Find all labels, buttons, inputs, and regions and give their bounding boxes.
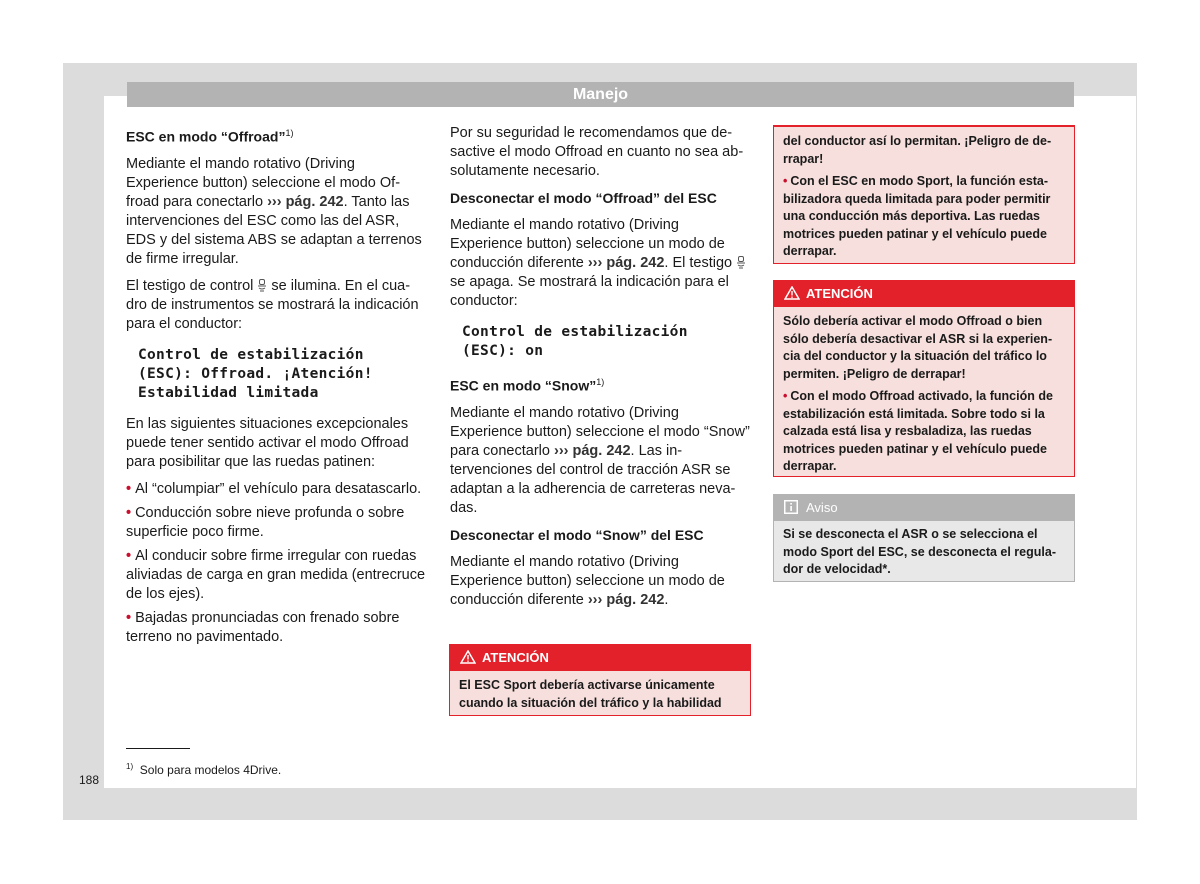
paragraph: El testigo de control se ilumina. En el cuadro de instrumentos se mostrará la indicación para el conductor: <box>126 277 419 332</box>
esc-warning-lamp-icon <box>257 279 267 292</box>
warning-header: ATENCIÓN <box>774 281 1074 307</box>
column-2 <box>450 124 750 618</box>
section-header: Manejo <box>127 82 1074 107</box>
paragraph: Mediante el mando rotativo (Driving Experience button) seleccione un modo de conducción diferente ››› pág. 242. <box>450 553 725 608</box>
page-number: 188 <box>79 773 100 787</box>
page-link[interactable]: ››› pág. 242 <box>587 255 665 271</box>
display-message-offroad: Control de estabilización (ESC): Offroad. ¡Atención! Estabilidad limitada <box>138 346 373 401</box>
warning-box-offroad <box>773 280 1075 477</box>
warning-paragraph: del conductor así lo permitan. ¡Peligro de derrapar! <box>783 134 1052 166</box>
info-icon <box>784 500 798 514</box>
note-header: Aviso <box>774 495 1074 521</box>
warning-body: El ESC Sport debería activarse únicamente cuando la situación del tráfico y la habilidad <box>459 678 722 710</box>
esc-warning-lamp-icon <box>736 256 746 269</box>
list-item: • Al “columpiar” el vehículo para desatascarlo. <box>126 480 422 497</box>
paragraph: Mediante el mando rotativo (Driving Experience button) seleccione un modo de conducción diferente ››› pág. 242. El testigo se apaga. Se mostrará la indicación para el conductor: <box>450 216 750 311</box>
page-link[interactable]: ››› pág. 242 <box>553 442 631 459</box>
note-body: Si se desconecta el ASR o se selecciona el modo Sport del ESC, se desconecta el regulador de velocidad*. <box>783 527 1056 576</box>
paragraph: Por su seguridad le recomendamos que desactive el modo Offroad en cuanto no sea absolutamente necesario. <box>450 125 744 179</box>
warning-box-esc-sport <box>449 644 751 716</box>
list-item: • Al conducir sobre firme irregular con ruedas aliviadas de carga en gran medida (entrecruce de los ejes). <box>126 547 426 602</box>
warning-header: ATENCIÓN <box>450 645 750 671</box>
page-link[interactable]: ››› pág. 242 <box>587 591 665 608</box>
heading-disconnect-snow: Desconectar el modo “Snow” del ESC <box>450 526 704 543</box>
list-item: • Conducción sobre nieve profunda o sobre superficie poco firme. <box>126 504 405 540</box>
warning-triangle-icon <box>784 286 800 300</box>
heading-disconnect-offroad: Desconectar el modo “Offroad” del ESC <box>450 190 717 206</box>
paragraph: Mediante el mando rotativo (Driving Experience button) seleccione el modo “Snow” para conectarlo ››› pág. 242. Las intervenciones del control de tracción ASR se adaptan a la adherencia de carreteras nevadas. <box>450 404 750 516</box>
warning-box-continued <box>773 125 1075 264</box>
footnote: $^{1)}$ Solo para modelos 4Drive. <box>126 762 282 777</box>
warning-bullet: • Con el ESC en modo Sport, la función estabilizadora queda limitada para poder permitir una conducción más deportiva. Las ruedas motrices pueden patinar y el vehículo puede derrapar. <box>783 174 1051 258</box>
warning-bullet: • Con el modo Offroad activado, la función de estabilización está limitada. Sobre todo si la calzada está lisa y resbaladiza, las ruedas motrices pueden patinar y el vehículo puede derrapar. <box>783 389 1053 473</box>
note-box <box>773 494 1075 582</box>
warning-paragraph: Sólo debería activar el modo Offroad o bien sólo debería desactivar el ASR si la experiencia del conductor y la situación del tráfico lo permiten. ¡Peligro de derrapar! <box>783 314 1053 381</box>
display-message-on: Control de estabilización (ESC): on <box>462 324 688 359</box>
warning-triangle-icon <box>460 650 476 664</box>
heading-esc-offroad: ESC en modo “Offroad”$^{1)}$ <box>126 128 294 145</box>
paragraph: Mediante el mando rotativo (Driving Experience button) seleccione el modo Offroad para conectarlo ››› pág. 242. Tanto las intervenciones del ESC como las del ASR, EDS y del sistema ABS se adaptan a terrenos de firme irregular. <box>126 155 422 267</box>
paragraph: En las siguientes situaciones excepcionales puede tener sentido activar el modo Offroad para posibilitar que las ruedas patinen: <box>126 415 409 470</box>
heading-esc-snow: ESC en modo “Snow”$^{1)}$ <box>450 377 605 394</box>
list-item: • Bajadas pronunciadas con frenado sobre terreno no pavimentado. <box>126 609 400 645</box>
situation-list <box>126 480 426 647</box>
page-link[interactable]: ››› pág. 242 <box>267 193 344 210</box>
column-1 <box>126 124 426 652</box>
footnote-divider <box>126 748 190 749</box>
